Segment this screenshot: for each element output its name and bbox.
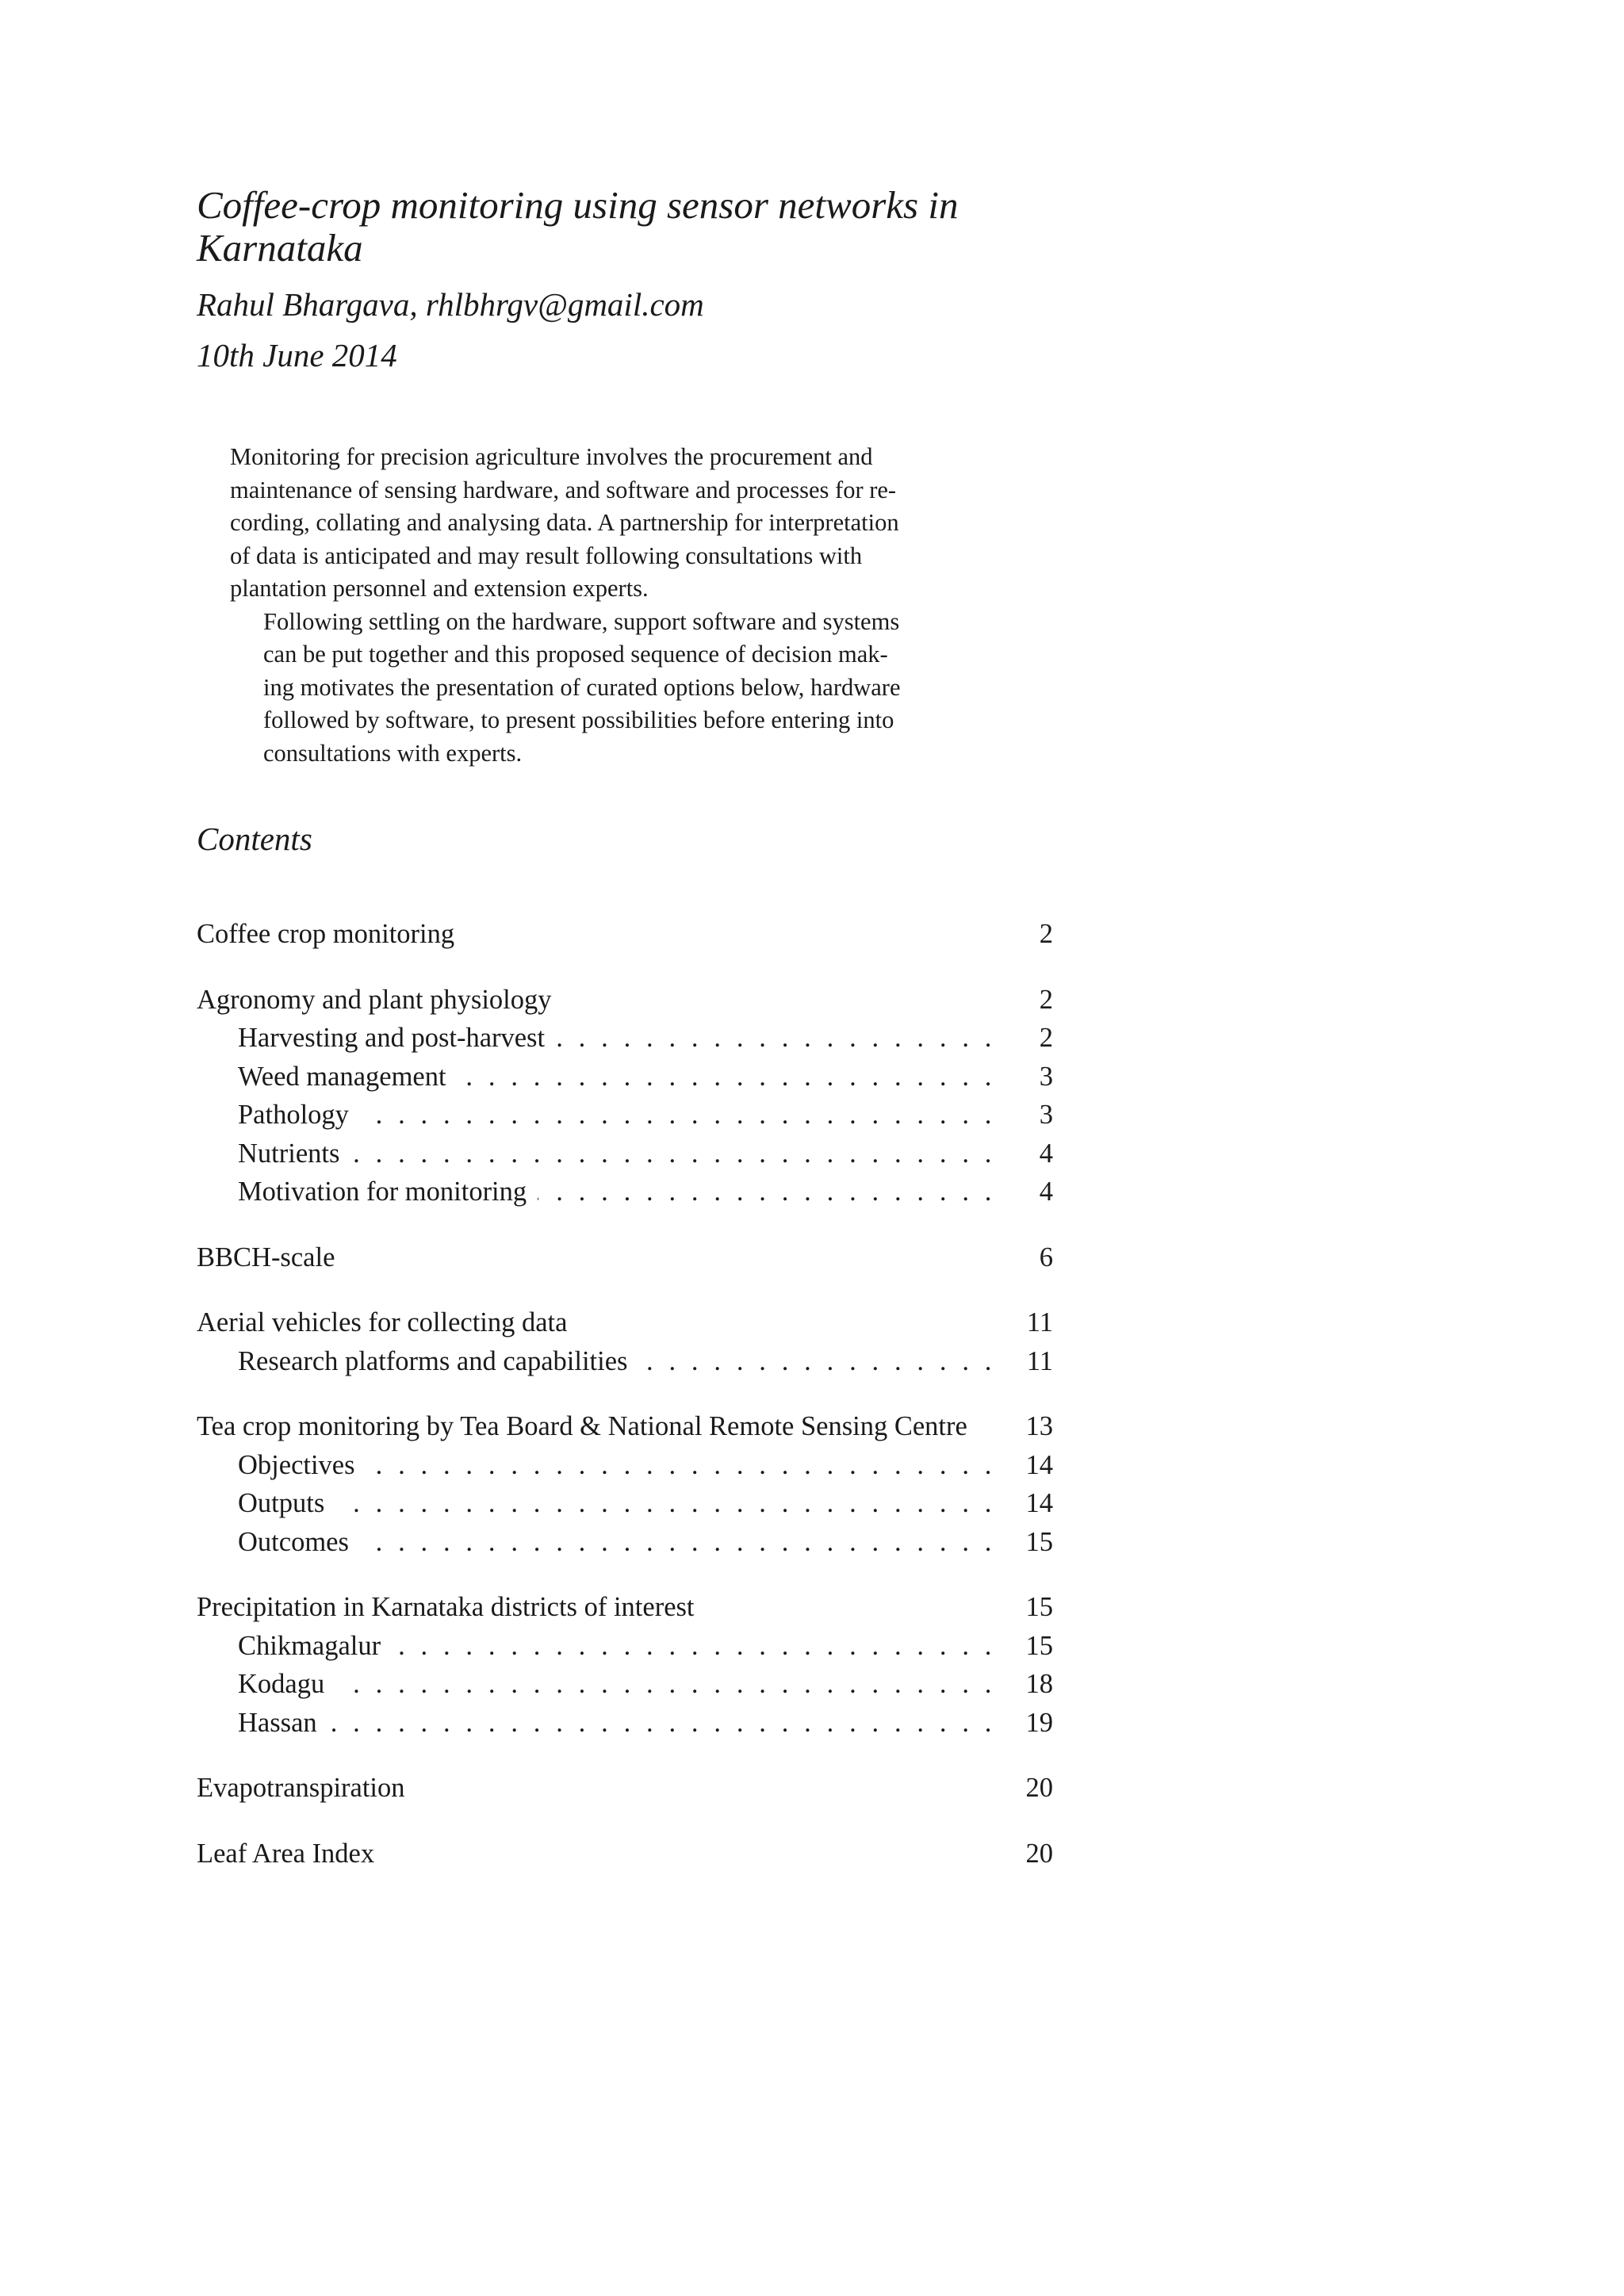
- toc-subentry-page: 19: [1021, 1704, 1054, 1743]
- toc-subentry[interactable]: [197, 1096, 1053, 1135]
- toc-entry[interactable]: [197, 1769, 1053, 1808]
- toc-subentry[interactable]: [197, 1058, 1053, 1096]
- toc-subentry-label[interactable]: Weed management: [238, 1058, 458, 1096]
- toc-entry[interactable]: [197, 1588, 1053, 1627]
- toc-subentry-label[interactable]: Chikmagalur: [238, 1627, 392, 1666]
- toc-subentry-label[interactable]: Objectives: [238, 1446, 366, 1485]
- toc-entry-page: 15: [1021, 1588, 1054, 1627]
- table-of-contents: [197, 915, 1053, 1900]
- toc-subentry-page: 18: [1021, 1665, 1054, 1704]
- toc-section: [197, 1769, 1053, 1808]
- abstract-paragraph: [230, 441, 1023, 606]
- toc-entry[interactable]: [197, 981, 1053, 1020]
- abstract-paragraph: [230, 606, 1023, 771]
- abstract-line: of data is anticipated and may result following consultations with: [230, 541, 863, 569]
- abstract-line: followed by software, to present possibilities before entering into: [263, 706, 894, 733]
- contents-heading: Contents: [197, 821, 312, 857]
- toc-subentry-label[interactable]: Pathology: [238, 1096, 360, 1135]
- toc-subentry-page: 3: [1035, 1058, 1053, 1096]
- document-author: Rahul Bhargava, rhlbhrgv@gmail.com: [197, 286, 704, 323]
- toc-subentry[interactable]: [197, 1135, 1053, 1173]
- toc-section: [197, 1407, 1053, 1561]
- toc-subentry-label[interactable]: Outputs: [238, 1484, 335, 1523]
- toc-entry[interactable]: [197, 1835, 1053, 1873]
- toc-subentry-page: 4: [1035, 1173, 1053, 1211]
- toc-subentry[interactable]: [197, 1523, 1053, 1562]
- toc-subentry-page: 4: [1035, 1135, 1053, 1173]
- toc-leader-dots: [238, 1704, 996, 1743]
- toc-leader-dots: [238, 1665, 996, 1704]
- toc-subentry[interactable]: [197, 1173, 1053, 1211]
- toc-section: [197, 1588, 1053, 1742]
- abstract-line: Monitoring for precision agriculture involves the procurement and: [230, 443, 873, 470]
- abstract-line: maintenance of sensing hardware, and software and processes for re-: [230, 476, 897, 503]
- toc-subentry-page: 15: [1021, 1627, 1054, 1666]
- toc-subentry[interactable]: [197, 1704, 1053, 1743]
- abstract: [230, 441, 1023, 770]
- abstract-line: Following settling on the hardware, support software and systems: [263, 607, 900, 635]
- toc-leader-dots: [238, 1135, 996, 1173]
- toc-entry-page: 20: [1021, 1835, 1054, 1873]
- abstract-line: cording, collating and analysing data. A partnership for interpretation: [230, 509, 899, 536]
- toc-leader-dots: [238, 1484, 996, 1523]
- toc-entry-page: 2: [1035, 981, 1053, 1020]
- toc-subentry[interactable]: [197, 1665, 1053, 1704]
- toc-subentry-label[interactable]: Outcomes: [238, 1523, 360, 1562]
- toc-entry-label[interactable]: Coffee crop monitoring: [197, 915, 465, 954]
- toc-subentry-page: 3: [1035, 1096, 1053, 1135]
- toc-entry-page: 13: [1021, 1407, 1054, 1446]
- toc-subentry[interactable]: [197, 1019, 1053, 1058]
- toc-section: [197, 915, 1053, 954]
- toc-subentry-label[interactable]: Research platforms and capabilities: [238, 1342, 638, 1381]
- toc-entry[interactable]: [197, 1238, 1053, 1277]
- toc-entry[interactable]: [197, 1407, 1053, 1446]
- toc-section: [197, 1303, 1053, 1380]
- toc-entry-label[interactable]: Evapotranspiration: [197, 1769, 416, 1808]
- toc-entry-label[interactable]: Tea crop monitoring by Tea Board & National Remote Sensing Centre: [197, 1407, 979, 1446]
- toc-subentry-label[interactable]: Kodagu: [238, 1665, 335, 1704]
- toc-subentry-page: 15: [1021, 1523, 1054, 1562]
- toc-subentry-page: 14: [1021, 1484, 1054, 1523]
- document-date: 10th June 2014: [197, 337, 397, 373]
- toc-entry-label[interactable]: Aerial vehicles for collecting data: [197, 1303, 578, 1342]
- toc-subentry[interactable]: [197, 1484, 1053, 1523]
- abstract-line: consultations with experts.: [263, 739, 523, 767]
- toc-entry-label[interactable]: Precipitation in Karnataka districts of interest: [197, 1588, 706, 1627]
- toc-subentry-page: 2: [1035, 1019, 1053, 1058]
- toc-subentry-label[interactable]: Motivation for monitoring: [238, 1173, 538, 1211]
- toc-subentry[interactable]: [197, 1446, 1053, 1485]
- toc-entry-page: 2: [1035, 915, 1053, 954]
- toc-entry-label[interactable]: BBCH-scale: [197, 1238, 346, 1277]
- toc-entry-label[interactable]: Agronomy and plant physiology: [197, 981, 563, 1020]
- toc-section: [197, 1835, 1053, 1873]
- toc-entry-page: 11: [1022, 1303, 1053, 1342]
- toc-subentry[interactable]: [197, 1342, 1053, 1381]
- toc-entry[interactable]: [197, 1303, 1053, 1342]
- toc-subentry[interactable]: [197, 1627, 1053, 1666]
- toc-subentry-label[interactable]: Harvesting and post-harvest: [238, 1019, 556, 1058]
- toc-subentry-page: 14: [1021, 1446, 1054, 1485]
- toc-subentry-page: 11: [1022, 1342, 1053, 1381]
- abstract-line: plantation personnel and extension experts.: [230, 575, 649, 602]
- toc-entry-page: 6: [1035, 1238, 1053, 1277]
- toc-subentry-label[interactable]: Hassan: [238, 1704, 328, 1743]
- toc-section: [197, 1238, 1053, 1277]
- toc-entry[interactable]: [197, 915, 1053, 954]
- toc-entry-label[interactable]: Leaf Area Index: [197, 1835, 385, 1873]
- toc-entry-page: 20: [1021, 1769, 1054, 1808]
- document-title: Coffee-crop monitoring using sensor networks in Karnataka: [197, 183, 959, 270]
- abstract-line: ing motivates the presentation of curated options below, hardware: [263, 673, 901, 701]
- toc-section: [197, 981, 1053, 1211]
- toc-subentry-label[interactable]: Nutrients: [238, 1135, 350, 1173]
- abstract-line: can be put together and this proposed sequence of decision mak-: [263, 641, 888, 668]
